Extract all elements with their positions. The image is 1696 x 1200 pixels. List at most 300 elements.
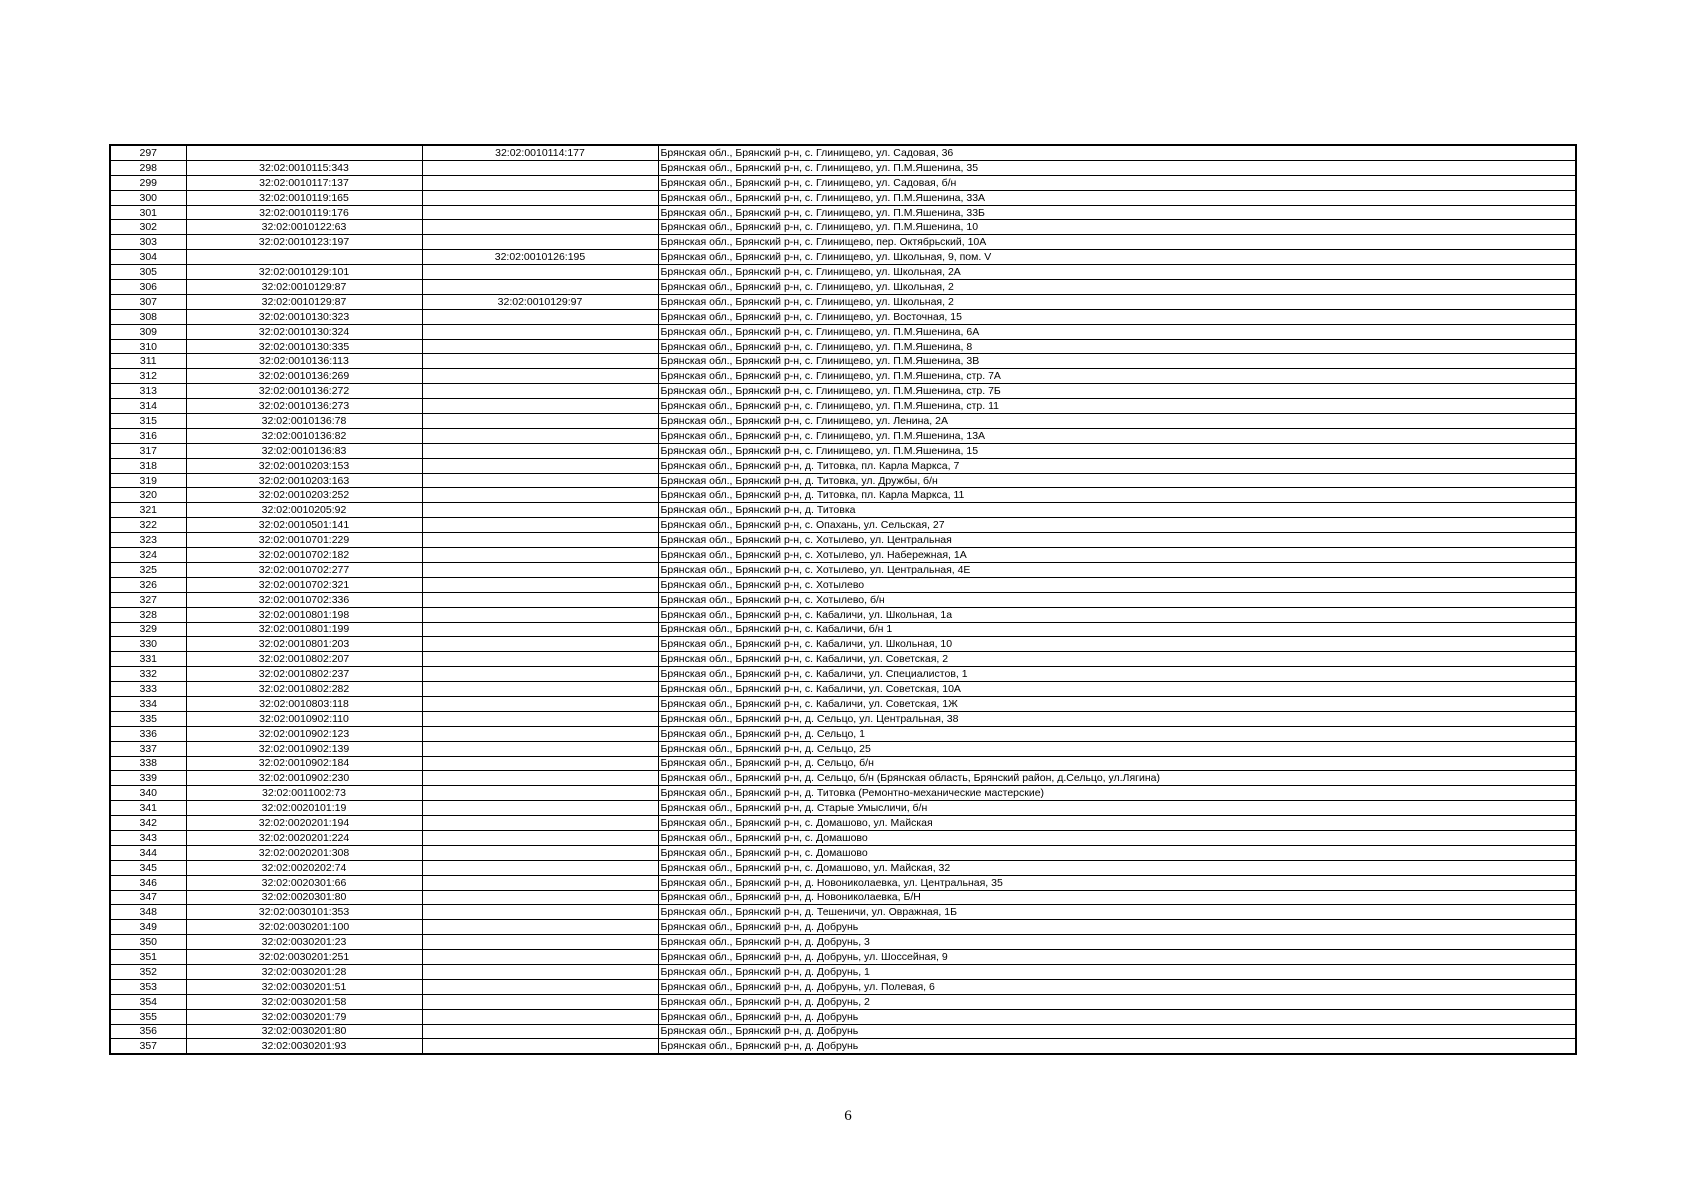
address-cell: Брянская обл., Брянский р-н, с. Глинищево, ул. П.М.Яшенина, 35	[658, 160, 1576, 175]
address-cell: Брянская обл., Брянский р-н, с. Кабаличи, ул. Советская, 1Ж	[658, 696, 1576, 711]
address-cell: Брянская обл., Брянский р-н, с. Кабаличи, ул. Школьная, 1а	[658, 607, 1576, 622]
table-row	[110, 205, 1576, 220]
table-row	[110, 533, 1576, 548]
cadastral-number-cell: 32:02:0010802:207	[186, 652, 422, 667]
related-cadastral-number-cell: 32:02:0010126:195	[422, 250, 658, 265]
table-row	[110, 979, 1576, 994]
table-row	[110, 309, 1576, 324]
related-cadastral-number-cell: 32:02:0010114:177	[422, 145, 658, 160]
related-cadastral-number-cell	[422, 667, 658, 682]
cadastral-number-cell: 32:02:0010501:141	[186, 518, 422, 533]
cadastral-number-cell: 32:02:0010130:323	[186, 309, 422, 324]
table-row	[110, 145, 1576, 160]
address-cell: Брянская обл., Брянский р-н, д. Новониколаевка, Б/Н	[658, 890, 1576, 905]
table-row	[110, 875, 1576, 890]
related-cadastral-number-cell	[422, 443, 658, 458]
row-number-cell: 355	[110, 1009, 186, 1024]
table-row	[110, 950, 1576, 965]
cadastral-number-cell: 32:02:0010130:324	[186, 324, 422, 339]
table-row	[110, 592, 1576, 607]
address-cell: Брянская обл., Брянский р-н, д. Сельцо, 1	[658, 726, 1576, 741]
table-row	[110, 562, 1576, 577]
address-cell: Брянская обл., Брянский р-н, д. Сельцо, б/н (Брянская область, Брянский район, д.Сельцо, ул.Лягина)	[658, 771, 1576, 786]
table-row	[110, 324, 1576, 339]
related-cadastral-number-cell	[422, 533, 658, 548]
cadastral-number-cell: 32:02:0010802:282	[186, 682, 422, 697]
row-number-cell: 350	[110, 935, 186, 950]
address-cell: Брянская обл., Брянский р-н, с. Глинищево, ул. Школьная, 2А	[658, 265, 1576, 280]
row-number-cell: 344	[110, 845, 186, 860]
row-number-cell: 342	[110, 816, 186, 831]
cadastral-number-cell: 32:02:0010902:230	[186, 771, 422, 786]
row-number-cell: 314	[110, 399, 186, 414]
related-cadastral-number-cell	[422, 235, 658, 250]
cadastral-number-cell: 32:02:0030201:58	[186, 994, 422, 1009]
address-cell: Брянская обл., Брянский р-н, с. Глинищево, ул. П.М.Яшенина, 10	[658, 220, 1576, 235]
related-cadastral-number-cell	[422, 473, 658, 488]
row-number-cell: 312	[110, 369, 186, 384]
table-row	[110, 473, 1576, 488]
cadastral-number-cell: 32:02:0030201:100	[186, 920, 422, 935]
cadastral-number-cell: 32:02:0020201:224	[186, 830, 422, 845]
cadastral-number-cell: 32:02:0030201:251	[186, 950, 422, 965]
row-number-cell: 306	[110, 280, 186, 295]
cadastral-number-cell: 32:02:0010203:252	[186, 488, 422, 503]
related-cadastral-number-cell	[422, 696, 658, 711]
cadastral-number-cell: 32:02:0010123:197	[186, 235, 422, 250]
address-cell: Брянская обл., Брянский р-н, д. Сельцо, ул. Центральная, 38	[658, 711, 1576, 726]
row-number-cell: 300	[110, 190, 186, 205]
related-cadastral-number-cell	[422, 935, 658, 950]
related-cadastral-number-cell	[422, 890, 658, 905]
row-number-cell: 322	[110, 518, 186, 533]
table-row	[110, 354, 1576, 369]
address-cell: Брянская обл., Брянский р-н, д. Новониколаевка, ул. Центральная, 35	[658, 875, 1576, 890]
table-row	[110, 265, 1576, 280]
address-cell: Брянская обл., Брянский р-н, с. Опахань, ул. Сельская, 27	[658, 518, 1576, 533]
address-cell: Брянская обл., Брянский р-н, с. Домашово, ул. Майская	[658, 816, 1576, 831]
row-number-cell: 351	[110, 950, 186, 965]
cadastral-number-cell: 32:02:0010136:82	[186, 428, 422, 443]
related-cadastral-number-cell	[422, 160, 658, 175]
related-cadastral-number-cell	[422, 369, 658, 384]
table-row	[110, 250, 1576, 265]
row-number-cell: 325	[110, 562, 186, 577]
table-row	[110, 294, 1576, 309]
row-number-cell: 326	[110, 577, 186, 592]
related-cadastral-number-cell	[422, 637, 658, 652]
table-row	[110, 235, 1576, 250]
cadastral-number-cell: 32:02:0020201:194	[186, 816, 422, 831]
row-number-cell: 309	[110, 324, 186, 339]
related-cadastral-number-cell	[422, 220, 658, 235]
row-number-cell: 317	[110, 443, 186, 458]
address-cell: Брянская обл., Брянский р-н, с. Кабаличи, ул. Советская, 2	[658, 652, 1576, 667]
row-number-cell: 354	[110, 994, 186, 1009]
related-cadastral-number-cell	[422, 458, 658, 473]
cadastral-number-cell: 32:02:0010702:321	[186, 577, 422, 592]
row-number-cell: 303	[110, 235, 186, 250]
related-cadastral-number-cell	[422, 503, 658, 518]
address-cell: Брянская обл., Брянский р-н, с. Глинищево, ул. Ленина, 2А	[658, 414, 1576, 429]
address-cell: Брянская обл., Брянский р-н, с. Глинищево, ул. П.М.Яшенина, 3В	[658, 354, 1576, 369]
cadastral-number-cell: 32:02:0010801:203	[186, 637, 422, 652]
address-cell: Брянская обл., Брянский р-н, д. Старые Умысличи, б/н	[658, 801, 1576, 816]
related-cadastral-number-cell	[422, 875, 658, 890]
row-number-cell: 338	[110, 756, 186, 771]
address-cell: Брянская обл., Брянский р-н, д. Сельцо, 25	[658, 741, 1576, 756]
cadastral-number-cell: 32:02:0010801:198	[186, 607, 422, 622]
cadastral-number-cell: 32:02:0020301:66	[186, 875, 422, 890]
table-row	[110, 905, 1576, 920]
row-number-cell: 305	[110, 265, 186, 280]
cadastral-number-cell: 32:02:0030201:79	[186, 1009, 422, 1024]
row-number-cell: 328	[110, 607, 186, 622]
row-number-cell: 339	[110, 771, 186, 786]
row-number-cell: 346	[110, 875, 186, 890]
table-row	[110, 622, 1576, 637]
related-cadastral-number-cell	[422, 265, 658, 280]
table-row	[110, 711, 1576, 726]
address-cell: Брянская обл., Брянский р-н, с. Глинищево, ул. П.М.Яшенина, стр. 7Б	[658, 384, 1576, 399]
related-cadastral-number-cell	[422, 175, 658, 190]
table-row	[110, 637, 1576, 652]
related-cadastral-number-cell	[422, 830, 658, 845]
related-cadastral-number-cell	[422, 964, 658, 979]
address-cell: Брянская обл., Брянский р-н, д. Добрунь, 1	[658, 964, 1576, 979]
row-number-cell: 336	[110, 726, 186, 741]
cadastral-number-cell: 32:02:0010803:118	[186, 696, 422, 711]
address-cell: Брянская обл., Брянский р-н, с. Домашово	[658, 845, 1576, 860]
cadastral-number-cell: 32:02:0030201:51	[186, 979, 422, 994]
address-cell: Брянская обл., Брянский р-н, с. Глинищево, ул. Садовая, б/н	[658, 175, 1576, 190]
related-cadastral-number-cell	[422, 771, 658, 786]
related-cadastral-number-cell	[422, 592, 658, 607]
cadastral-number-cell: 32:02:0010130:335	[186, 339, 422, 354]
address-cell: Брянская обл., Брянский р-н, с. Хотылево, ул. Центральная, 4Е	[658, 562, 1576, 577]
address-cell: Брянская обл., Брянский р-н, с. Глинищево, пер. Октябрьский, 10А	[658, 235, 1576, 250]
related-cadastral-number-cell	[422, 324, 658, 339]
related-cadastral-number-cell	[422, 950, 658, 965]
page-number: 6	[844, 1108, 852, 1124]
address-cell: Брянская обл., Брянский р-н, д. Добрунь	[658, 1024, 1576, 1039]
row-number-cell: 308	[110, 309, 186, 324]
row-number-cell: 316	[110, 428, 186, 443]
related-cadastral-number-cell	[422, 801, 658, 816]
related-cadastral-number-cell	[422, 741, 658, 756]
related-cadastral-number-cell	[422, 1009, 658, 1024]
row-number-cell: 321	[110, 503, 186, 518]
address-cell: Брянская обл., Брянский р-н, д. Добрунь, 2	[658, 994, 1576, 1009]
table-row	[110, 741, 1576, 756]
row-number-cell: 345	[110, 860, 186, 875]
related-cadastral-number-cell	[422, 548, 658, 563]
address-cell: Брянская обл., Брянский р-н, с. Глинищево, ул. Садовая, 36	[658, 145, 1576, 160]
row-number-cell: 353	[110, 979, 186, 994]
cadastral-number-cell: 32:02:0010902:184	[186, 756, 422, 771]
related-cadastral-number-cell	[422, 786, 658, 801]
cadastral-number-cell: 32:02:0010205:92	[186, 503, 422, 518]
table-row	[110, 801, 1576, 816]
cadastral-number-cell: 32:02:0010136:78	[186, 414, 422, 429]
table-row	[110, 652, 1576, 667]
address-cell: Брянская обл., Брянский р-н, д. Титовка, пл. Карла Маркса, 7	[658, 458, 1576, 473]
related-cadastral-number-cell	[422, 205, 658, 220]
cadastral-number-cell: 32:02:0010136:83	[186, 443, 422, 458]
address-cell: Брянская обл., Брянский р-н, с. Домашово	[658, 830, 1576, 845]
table-row	[110, 607, 1576, 622]
row-number-cell: 299	[110, 175, 186, 190]
related-cadastral-number-cell	[422, 488, 658, 503]
row-number-cell: 349	[110, 920, 186, 935]
address-cell: Брянская обл., Брянский р-н, с. Кабаличи, ул. Школьная, 10	[658, 637, 1576, 652]
table-row	[110, 339, 1576, 354]
table-row	[110, 458, 1576, 473]
table-row	[110, 518, 1576, 533]
related-cadastral-number-cell	[422, 726, 658, 741]
related-cadastral-number-cell	[422, 920, 658, 935]
row-number-cell: 307	[110, 294, 186, 309]
related-cadastral-number-cell	[422, 577, 658, 592]
row-number-cell: 340	[110, 786, 186, 801]
address-cell: Брянская обл., Брянский р-н, с. Хотылево	[658, 577, 1576, 592]
table-row	[110, 890, 1576, 905]
table-row	[110, 503, 1576, 518]
related-cadastral-number-cell	[422, 905, 658, 920]
address-cell: Брянская обл., Брянский р-н, д. Добрунь	[658, 1039, 1576, 1054]
table-row	[110, 726, 1576, 741]
cadastral-number-cell: 32:02:0010902:139	[186, 741, 422, 756]
related-cadastral-number-cell: 32:02:0010129:97	[422, 294, 658, 309]
cadastral-number-cell	[186, 250, 422, 265]
address-cell: Брянская обл., Брянский р-н, с. Глинищево, ул. П.М.Яшенина, 15	[658, 443, 1576, 458]
related-cadastral-number-cell	[422, 518, 658, 533]
cadastral-number-cell: 32:02:0010203:153	[186, 458, 422, 473]
address-cell: Брянская обл., Брянский р-н, д. Сельцо, б/н	[658, 756, 1576, 771]
cadastral-number-cell: 32:02:0010117:137	[186, 175, 422, 190]
table-row	[110, 190, 1576, 205]
cadastral-number-cell: 32:02:0010902:110	[186, 711, 422, 726]
address-cell: Брянская обл., Брянский р-н, с. Хотылево, б/н	[658, 592, 1576, 607]
row-number-cell: 327	[110, 592, 186, 607]
cadastral-number-cell: 32:02:0010129:101	[186, 265, 422, 280]
related-cadastral-number-cell	[422, 1039, 658, 1054]
related-cadastral-number-cell	[422, 309, 658, 324]
related-cadastral-number-cell	[422, 816, 658, 831]
row-number-cell: 357	[110, 1039, 186, 1054]
row-number-cell: 320	[110, 488, 186, 503]
related-cadastral-number-cell	[422, 711, 658, 726]
table-row	[110, 935, 1576, 950]
address-cell: Брянская обл., Брянский р-н, с. Кабаличи, ул. Советская, 10А	[658, 682, 1576, 697]
related-cadastral-number-cell	[422, 562, 658, 577]
address-cell: Брянская обл., Брянский р-н, д. Титовка (Ремонтно-механические мастерские)	[658, 786, 1576, 801]
cadastral-number-cell: 32:02:0010119:176	[186, 205, 422, 220]
row-number-cell: 334	[110, 696, 186, 711]
related-cadastral-number-cell	[422, 399, 658, 414]
table-row	[110, 994, 1576, 1009]
row-number-cell: 329	[110, 622, 186, 637]
related-cadastral-number-cell	[422, 1024, 658, 1039]
row-number-cell: 341	[110, 801, 186, 816]
table-row	[110, 682, 1576, 697]
table-row	[110, 443, 1576, 458]
table-row	[110, 830, 1576, 845]
address-cell: Брянская обл., Брянский р-н, с. Глинищево, ул. П.М.Яшенина, 33Б	[658, 205, 1576, 220]
table-row	[110, 548, 1576, 563]
table-row	[110, 964, 1576, 979]
table-row	[110, 414, 1576, 429]
cadastral-number-cell: 32:02:0010136:272	[186, 384, 422, 399]
address-cell: Брянская обл., Брянский р-н, д. Титовка	[658, 503, 1576, 518]
row-number-cell: 318	[110, 458, 186, 473]
related-cadastral-number-cell	[422, 339, 658, 354]
cadastral-table	[109, 144, 1577, 1055]
table-row	[110, 280, 1576, 295]
related-cadastral-number-cell	[422, 414, 658, 429]
row-number-cell: 331	[110, 652, 186, 667]
table-row	[110, 399, 1576, 414]
row-number-cell: 323	[110, 533, 186, 548]
address-cell: Брянская обл., Брянский р-н, с. Глинищево, ул. Школьная, 2	[658, 280, 1576, 295]
related-cadastral-number-cell	[422, 860, 658, 875]
related-cadastral-number-cell	[422, 428, 658, 443]
table-body	[110, 145, 1576, 1054]
cadastral-number-cell: 32:02:0030201:93	[186, 1039, 422, 1054]
address-cell: Брянская обл., Брянский р-н, с. Глинищево, ул. П.М.Яшенина, стр. 11	[658, 399, 1576, 414]
address-cell: Брянская обл., Брянский р-н, с. Хотылево, ул. Центральная	[658, 533, 1576, 548]
address-cell: Брянская обл., Брянский р-н, д. Добрунь	[658, 1009, 1576, 1024]
related-cadastral-number-cell	[422, 622, 658, 637]
row-number-cell: 343	[110, 830, 186, 845]
cadastral-number-cell: 32:02:0010119:165	[186, 190, 422, 205]
row-number-cell: 298	[110, 160, 186, 175]
cadastral-number-cell: 32:02:0011002:73	[186, 786, 422, 801]
cadastral-number-cell: 32:02:0030201:28	[186, 964, 422, 979]
cadastral-number-cell: 32:02:0010129:87	[186, 280, 422, 295]
table-row	[110, 175, 1576, 190]
table-row	[110, 920, 1576, 935]
cadastral-number-cell	[186, 145, 422, 160]
address-cell: Брянская обл., Брянский р-н, с. Глинищево, ул. Школьная, 9, пом. V	[658, 250, 1576, 265]
table-row	[110, 860, 1576, 875]
cadastral-number-cell: 32:02:0030101:353	[186, 905, 422, 920]
cadastral-number-cell: 32:02:0010136:273	[186, 399, 422, 414]
address-cell: Брянская обл., Брянский р-н, д. Тешеничи, ул. Овражная, 1Б	[658, 905, 1576, 920]
related-cadastral-number-cell	[422, 845, 658, 860]
related-cadastral-number-cell	[422, 994, 658, 1009]
address-cell: Брянская обл., Брянский р-н, д. Добрунь, ул. Шоссейная, 9	[658, 950, 1576, 965]
address-cell: Брянская обл., Брянский р-н, д. Добрунь	[658, 920, 1576, 935]
cadastral-number-cell: 32:02:0010902:123	[186, 726, 422, 741]
row-number-cell: 297	[110, 145, 186, 160]
cadastral-number-cell: 32:02:0010801:199	[186, 622, 422, 637]
cadastral-number-cell: 32:02:0010802:237	[186, 667, 422, 682]
address-cell: Брянская обл., Брянский р-н, с. Глинищево, ул. Школьная, 2	[658, 294, 1576, 309]
related-cadastral-number-cell	[422, 354, 658, 369]
table-row	[110, 1024, 1576, 1039]
address-cell: Брянская обл., Брянский р-н, д. Добрунь, 3	[658, 935, 1576, 950]
cadastral-number-cell: 32:02:0010129:87	[186, 294, 422, 309]
address-cell: Брянская обл., Брянский р-н, с. Глинищево, ул. Восточная, 15	[658, 309, 1576, 324]
cadastral-number-cell: 32:02:0030201:80	[186, 1024, 422, 1039]
related-cadastral-number-cell	[422, 756, 658, 771]
row-number-cell: 315	[110, 414, 186, 429]
table-row	[110, 428, 1576, 443]
row-number-cell: 313	[110, 384, 186, 399]
row-number-cell: 347	[110, 890, 186, 905]
related-cadastral-number-cell	[422, 652, 658, 667]
address-cell: Брянская обл., Брянский р-н, с. Глинищево, ул. П.М.Яшенина, стр. 7А	[658, 369, 1576, 384]
table-row	[110, 384, 1576, 399]
table-row	[110, 816, 1576, 831]
table-row	[110, 369, 1576, 384]
address-cell: Брянская обл., Брянский р-н, с. Глинищево, ул. П.М.Яшенина, 33А	[658, 190, 1576, 205]
cadastral-number-cell: 32:02:0010136:113	[186, 354, 422, 369]
cadastral-number-cell: 32:02:0010122:63	[186, 220, 422, 235]
related-cadastral-number-cell	[422, 190, 658, 205]
row-number-cell: 332	[110, 667, 186, 682]
table-row	[110, 577, 1576, 592]
table-row	[110, 696, 1576, 711]
table-row	[110, 220, 1576, 235]
cadastral-number-cell: 32:02:0010702:277	[186, 562, 422, 577]
row-number-cell: 333	[110, 682, 186, 697]
cadastral-number-cell: 32:02:0020201:308	[186, 845, 422, 860]
cadastral-number-cell: 32:02:0010115:343	[186, 160, 422, 175]
cadastral-number-cell: 32:02:0010701:229	[186, 533, 422, 548]
row-number-cell: 319	[110, 473, 186, 488]
table-row	[110, 667, 1576, 682]
row-number-cell: 304	[110, 250, 186, 265]
address-cell: Брянская обл., Брянский р-н, с. Домашово, ул. Майская, 32	[658, 860, 1576, 875]
table-row	[110, 1009, 1576, 1024]
row-number-cell: 337	[110, 741, 186, 756]
row-number-cell: 335	[110, 711, 186, 726]
row-number-cell: 302	[110, 220, 186, 235]
row-number-cell: 311	[110, 354, 186, 369]
cadastral-number-cell: 32:02:0020101:19	[186, 801, 422, 816]
table-row	[110, 786, 1576, 801]
related-cadastral-number-cell	[422, 979, 658, 994]
address-cell: Брянская обл., Брянский р-н, д. Титовка, ул. Дружбы, б/н	[658, 473, 1576, 488]
table-row	[110, 160, 1576, 175]
cadastral-number-cell: 32:02:0010203:163	[186, 473, 422, 488]
row-number-cell: 348	[110, 905, 186, 920]
related-cadastral-number-cell	[422, 682, 658, 697]
table-row	[110, 756, 1576, 771]
table-row	[110, 845, 1576, 860]
row-number-cell: 352	[110, 964, 186, 979]
address-cell: Брянская обл., Брянский р-н, с. Хотылево, ул. Набережная, 1А	[658, 548, 1576, 563]
address-cell: Брянская обл., Брянский р-н, с. Глинищево, ул. П.М.Яшенина, 8	[658, 339, 1576, 354]
address-cell: Брянская обл., Брянский р-н, с. Кабаличи, б/н 1	[658, 622, 1576, 637]
related-cadastral-number-cell	[422, 607, 658, 622]
row-number-cell: 356	[110, 1024, 186, 1039]
cadastral-number-cell: 32:02:0010702:182	[186, 548, 422, 563]
address-cell: Брянская обл., Брянский р-н, с. Глинищево, ул. П.М.Яшенина, 6А	[658, 324, 1576, 339]
address-cell: Брянская обл., Брянский р-н, д. Добрунь, ул. Полевая, 6	[658, 979, 1576, 994]
row-number-cell: 324	[110, 548, 186, 563]
cadastral-number-cell: 32:02:0010702:336	[186, 592, 422, 607]
cadastral-number-cell: 32:02:0030201:23	[186, 935, 422, 950]
address-cell: Брянская обл., Брянский р-н, д. Титовка, пл. Карла Маркса, 11	[658, 488, 1576, 503]
related-cadastral-number-cell	[422, 280, 658, 295]
address-cell: Брянская обл., Брянский р-н, с. Глинищево, ул. П.М.Яшенина, 13А	[658, 428, 1576, 443]
cadastral-number-cell: 32:02:0010136:269	[186, 369, 422, 384]
cadastral-number-cell: 32:02:0020301:80	[186, 890, 422, 905]
row-number-cell: 310	[110, 339, 186, 354]
